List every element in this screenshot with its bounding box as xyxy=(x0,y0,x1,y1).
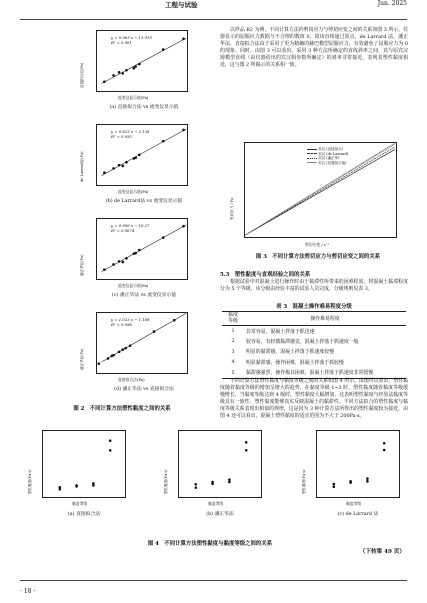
data-point xyxy=(107,357,110,360)
data-point xyxy=(228,481,231,484)
grade-cell: 2 xyxy=(231,338,235,345)
data-point xyxy=(118,164,121,167)
fig4-b-svg xyxy=(179,431,263,499)
data-point xyxy=(162,140,165,143)
data-point xyxy=(59,486,62,489)
data-point xyxy=(228,478,231,481)
fig3-legend xyxy=(307,147,348,165)
data-point xyxy=(134,156,137,159)
grade-cell: 5 xyxy=(222,368,244,379)
data-point xyxy=(162,236,165,239)
continued-note: （下转第 49 页） xyxy=(359,549,405,555)
data-point xyxy=(383,442,386,445)
fig2-caption: 图 2 不同计算方法塑性黏度之间的关系 xyxy=(73,406,171,412)
description-cell: 明显的黏滞感，混凝土拌落于抓速度较慢 xyxy=(246,349,335,356)
table-row xyxy=(222,336,406,347)
data-point xyxy=(138,249,141,252)
data-point xyxy=(349,480,352,483)
regression-equation xyxy=(111,35,152,45)
data-point xyxy=(366,477,369,480)
data-point xyxy=(121,72,124,75)
issue-date: Jun. 2025 xyxy=(377,0,407,7)
subfigure-caption: (a) 直接拟合法 xyxy=(67,512,101,517)
data-point xyxy=(112,74,115,77)
data-point xyxy=(153,330,156,333)
data-point xyxy=(118,71,121,74)
journal-title: 工程与试验 xyxy=(165,1,198,9)
r-squared: R² = 0.998 xyxy=(111,322,132,327)
subfigure-caption: (b) 潘正华法 xyxy=(206,512,234,517)
data-point xyxy=(125,161,128,164)
equation-line: y = 1.023 x − 1.168 xyxy=(111,317,150,322)
page-header xyxy=(0,0,427,14)
data-point xyxy=(195,486,198,489)
table-header-cell: 操作难易程度 xyxy=(244,312,406,326)
data-point xyxy=(121,348,124,351)
grade-cell: 1 xyxy=(231,328,235,334)
description-cell: 较容易，有轻微黏滞感觉，混凝土拌落于抓速度一般 xyxy=(246,338,359,345)
fig3-plot xyxy=(244,142,397,238)
table-row xyxy=(222,347,406,358)
equation-line: y = 0.963 x − 13.919 xyxy=(111,35,152,40)
fig2-a-plot xyxy=(96,30,188,92)
data-point xyxy=(134,252,137,255)
legend-entry: 宾汉 (潘正华) xyxy=(318,156,340,161)
data-point xyxy=(125,69,128,72)
data-point xyxy=(245,441,248,444)
subfigure-caption: (b) de Larrard法 vs 流变仪显示值 xyxy=(105,199,183,204)
data-point xyxy=(182,225,185,228)
regression-equation xyxy=(111,129,149,139)
data-point xyxy=(110,355,113,358)
data-point xyxy=(103,80,106,83)
fig4-b-plot xyxy=(178,430,262,498)
data-point xyxy=(383,449,386,452)
data-point xyxy=(138,63,141,66)
footer-rule xyxy=(20,580,407,581)
data-point xyxy=(103,268,106,271)
data-point xyxy=(125,257,128,260)
fig2-d-plot xyxy=(96,312,188,374)
x-axis-label: 流变仪显示值(Pa) xyxy=(118,95,149,100)
data-point xyxy=(118,260,121,263)
data-point xyxy=(121,261,124,264)
data-point xyxy=(109,449,112,452)
fig3-xlabel: 剪切应变 / s⁻¹ xyxy=(305,242,330,247)
grade-cell: 4 xyxy=(231,359,235,366)
data-point xyxy=(182,129,185,132)
subfigure-caption: (c) 潘正华法 vs 流变仪显示值 xyxy=(111,293,177,298)
data-point xyxy=(333,485,336,488)
data-point xyxy=(109,439,112,442)
x-axis-label: 直接拟合法(Pa) xyxy=(118,377,145,382)
x-axis-label: 流变仪显示值(Pa) xyxy=(118,189,149,194)
data-point xyxy=(92,482,95,485)
y-axis-label: 塑性黏度(Pa·s) xyxy=(302,469,306,494)
table-row xyxy=(222,357,406,368)
x-axis-label: 黏度等级 xyxy=(346,501,362,506)
data-point xyxy=(366,480,369,483)
table-row xyxy=(222,326,406,337)
description-cell: 黏滞感强烈，操作极其困难，混凝土拌落于抓速度非常缓慢 xyxy=(244,368,406,379)
equation-line: y = 0.823 x − 2.138 xyxy=(111,129,150,134)
section-5-3-paragraph-2: 不同计算方法塑性黏度与黏度等级之间的关系如图 4 所示。由图可以看出，塑性黏度随着黏度等级的增加呈增大的趋势，在黏度等级 1~3 时，塑性黏度随着黏度等级缓慢增长，当黏度等级达到 4 级时，塑性黏度大幅增加，这表明塑性黏度与经验法黏度等级具有一致性，塑性黏度能够真实反映混凝土的黏滞性。不同方法拟合的塑性黏度与黏度等级关系表现出相似的规律，这是因为 3 种计算方法所得出的塑性黏度较为接近。由图 4 还可以看出，混凝土塑性黏度的适宜范围为不大于 200Pa·s。 xyxy=(220,378,408,420)
table-header-cell: 黏度 等级 xyxy=(222,312,244,326)
header-rule xyxy=(20,19,407,20)
y-axis-label: de Larrard法(Pa) xyxy=(80,151,84,182)
y-axis-label: 潘正华法(Pa) xyxy=(80,254,84,276)
fig3-ylabel: 剪切应力 / Pa xyxy=(230,197,234,220)
fig4-caption: 图 4 不同计算方法塑性黏度与黏度等级之间的关系 xyxy=(147,541,273,547)
x-axis-label: 流变仪显示值(Pa) xyxy=(118,283,149,288)
regression-equation xyxy=(111,317,149,327)
y-axis-label: 潘正华法(Pa) xyxy=(80,348,84,370)
section-5-3-paragraph: 根据试验中对混凝土进行操作时由于黏滞性所带来的困难程度，将混凝土黏滞程度分为 5 个等级，该分级由经验丰富的试验人员完成，分级规则见表 3。 xyxy=(220,279,408,293)
section-5-3-title: 5.3 塑性黏度与直观经验之间的关系 xyxy=(220,272,311,278)
fig3-caption: 图 3 不同计算方法剪切应力与剪切应变之间的关系 xyxy=(255,254,381,260)
grade-cell: 3 xyxy=(231,348,235,355)
data-point xyxy=(129,344,132,347)
page-number: · 18 · xyxy=(20,588,36,595)
fig4-a-svg xyxy=(43,431,127,499)
data-point xyxy=(162,48,165,51)
data-point xyxy=(134,65,137,68)
legend-entry: 宾汉 (de Larrard) xyxy=(318,151,349,156)
fig4-c-plot xyxy=(316,430,400,498)
data-point xyxy=(118,351,121,354)
subfigure-caption: (d) 潘正华法 vs 直接拟合法 xyxy=(114,387,174,392)
equation-line: y = 0.996 x − 16.27 xyxy=(111,223,150,228)
subfigure-caption: (a) 直接拟合法 vs 流变仪显示值 xyxy=(109,105,179,110)
description-cell: 明显黏滞感，操作困难，混凝土拌落于抓较慢 xyxy=(246,359,344,366)
legend-entry: 宾汉 (仪器显示值) xyxy=(318,160,347,165)
data-point xyxy=(138,153,141,156)
data-point xyxy=(333,483,336,486)
fig4-c-svg xyxy=(317,431,401,499)
data-point xyxy=(103,171,106,174)
legend-entry: 宾汉 (直接拟合) xyxy=(318,147,343,151)
fig2-b-plot xyxy=(96,124,188,186)
intro-paragraph: 以样品 B2 为例，不同计算方法的剪切应力与剪切应变之间的关系如图 3 所示。仪器显示的屈服应力数据与不合理的数值 0，故该直线通过原点，de Larrard 法、潘正华法、直接拟合法由于采用了更为精确的赫巴模型屈服应力，有效避免了屈服应力为 0 的现象。同时，由图 3 可以看出，采用 3 种方法所确定的直线斜率之间，其与原宾汉姆模型直线（由仪器给出的宾汉姆参数所确定）的斜率非常接近，表明其塑性黏度相近，这与图 2 所揭示的关系相一致。 xyxy=(220,27,408,69)
data-point xyxy=(211,481,214,484)
data-point xyxy=(245,449,248,452)
x-axis-label: 黏度等级 xyxy=(208,501,224,506)
y-axis-label: 直接拟合法(Pa) xyxy=(80,62,84,88)
data-point xyxy=(75,484,78,487)
r-squared: R² = 0.961 xyxy=(111,40,132,45)
r-squared: R² = 0.950 xyxy=(111,134,132,139)
data-point xyxy=(182,38,185,41)
data-point xyxy=(121,165,124,168)
table3-title: 表 3 混凝土操作难易程度分级 xyxy=(276,304,352,310)
data-point xyxy=(98,362,101,365)
fig4-a-plot xyxy=(42,430,126,498)
data-point xyxy=(112,167,115,170)
table-row xyxy=(222,368,406,379)
description-cell: 非常容易，混凝土拌落于抓迅速 xyxy=(246,328,315,335)
data-point xyxy=(195,483,198,486)
fig2-c-plot xyxy=(96,218,188,280)
r-squared: R² = 0.9674 xyxy=(111,228,135,233)
regression-equation xyxy=(111,223,149,233)
data-point xyxy=(173,319,176,322)
subfigure-caption: (c) de Larrard 法 xyxy=(337,512,379,517)
y-axis-label: 塑性黏度(Pa·s) xyxy=(164,469,168,494)
data-point xyxy=(124,347,127,350)
data-point xyxy=(112,263,115,266)
x-axis-label: 黏度等级 xyxy=(72,501,88,506)
table3 xyxy=(222,311,406,379)
y-axis-label: 塑性黏度(Pa·s) xyxy=(28,469,32,494)
